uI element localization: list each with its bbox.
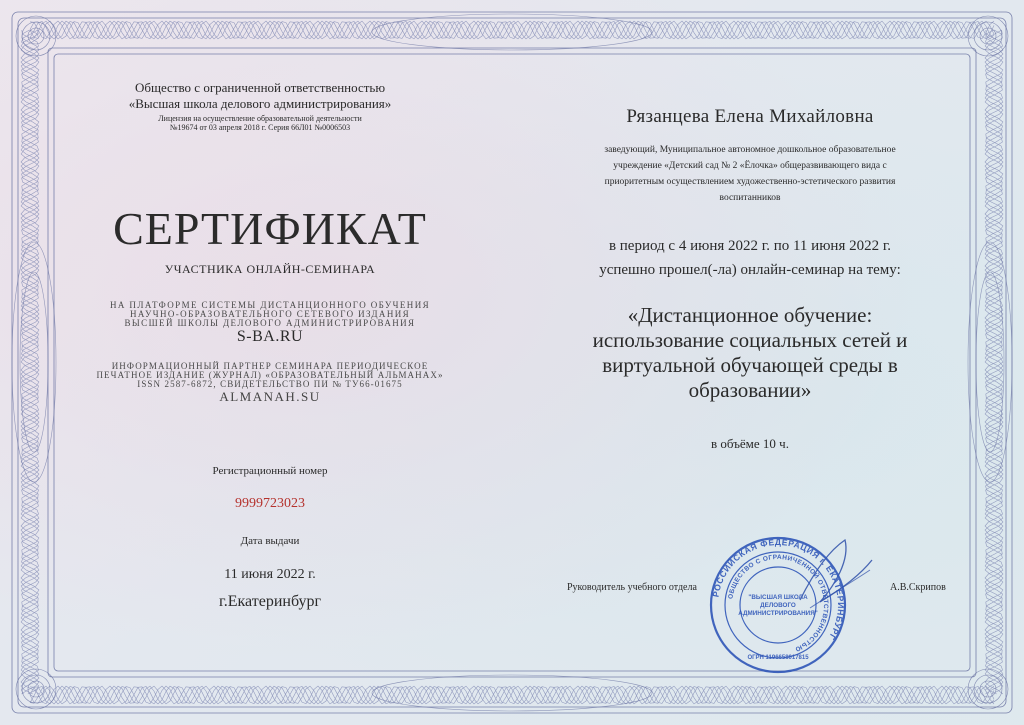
participant-position-line-4: воспитанников xyxy=(719,193,781,203)
seminar-status: успешно прошел(-ла) онлайн-семинар на тему: xyxy=(599,262,901,278)
certificate-title: СЕРТИФИКАТ xyxy=(113,203,427,254)
guilloche-wave xyxy=(30,686,994,704)
svg-text:ДЕЛОВОГО: ДЕЛОВОГО xyxy=(760,602,796,609)
participant-name: Рязанцева Елена Михайловна xyxy=(626,106,874,127)
guilloche-wave xyxy=(985,30,1003,694)
seminar-topic-line-2: использование социальных сетей и xyxy=(592,328,908,352)
issue-date-label: Дата выдачи xyxy=(240,535,300,547)
guilloche-wave xyxy=(30,686,994,704)
platform-line-2: НАУЧНО-ОБРАЗОВАТЕЛЬНОГО СЕТЕВОГО ИЗДАНИЯ xyxy=(129,309,411,319)
platform-site: S-BA.RU xyxy=(236,328,304,345)
license-line-2: №19674 от 03 апреля 2018 г. Серия 66Л01 №0006503 xyxy=(169,123,351,132)
guilloche-wave xyxy=(21,30,39,694)
seminar-period: в период с 4 июня 2022 г. по 11 июня 2022 г. xyxy=(608,238,892,254)
certificate-subtitle: УЧАСТНИКА ОНЛАЙН-СЕМИНАРА xyxy=(164,262,376,276)
seminar-topic-line-3: виртуальной обучающей среды в xyxy=(602,353,898,377)
participant-position-line-1: заведующий, Муниципальное автономное дошкольное образовательное xyxy=(604,145,896,155)
registration-number: 9999723023 xyxy=(235,496,305,511)
organization-line-2: «Высшая школа делового администрирования» xyxy=(128,96,392,111)
info-partner-line-1: ИНФОРМАЦИОННЫЙ ПАРТНЕР СЕМИНАРА ПЕРИОДИЧЕСКОЕ xyxy=(111,361,429,371)
info-partner-site: ALMANAH.SU xyxy=(219,389,321,404)
info-partner-line-2: ПЕЧАТНОЕ ИЗДАНИЕ (ЖУРНАЛ) «ОБРАЗОВАТЕЛЬНЫЙ АЛЬМАНАХ» xyxy=(96,370,444,380)
license-line-1: Лицензия на осуществление образовательной деятельности xyxy=(158,114,362,123)
platform-line-3: ВЫСШЕЙ ШКОЛЫ ДЕЛОВОГО АДМИНИСТРИРОВАНИЯ xyxy=(124,318,416,328)
seminar-topic-line-4: образовании» xyxy=(688,378,812,402)
info-partner-line-3: ISSN 2587-6872, СВИДЕТЕЛЬСТВО ПИ № ТУ66-01675 xyxy=(137,379,403,389)
svg-text:АДМИНИСТРИРОВАНИЯ": АДМИНИСТРИРОВАНИЯ" xyxy=(738,610,818,617)
guilloche-wave xyxy=(30,21,994,39)
svg-text:ОБЩЕСТВО С ОГРАНИЧЕННОЙ ОТВЕТС: ОБЩЕСТВО С ОГРАНИЧЕННОЙ ОТВЕТСТВЕННОСТЬЮ xyxy=(727,553,830,653)
registration-label: Регистрационный номер xyxy=(212,465,328,477)
issue-date: 11 июня 2022 г. xyxy=(224,567,316,582)
official-seal xyxy=(708,535,848,675)
guilloche-wave xyxy=(30,21,994,39)
seminar-volume: в объёме 10 ч. xyxy=(711,436,789,451)
svg-text:РОССИЙСКАЯ ФЕДЕРАЦИЯ г. ЕКАТЕР: РОССИЙСКАЯ ФЕДЕРАЦИЯ г. ЕКАТЕРИНБУРГ xyxy=(710,536,847,642)
guilloche-wave xyxy=(30,21,994,39)
issue-city: г.Екатеринбург xyxy=(218,593,322,610)
organization-line-1: Общество с ограниченной ответственностью xyxy=(134,80,386,95)
signature-label: Руководитель учебного отдела xyxy=(567,582,697,593)
participant-position-line-2: учреждение «Детский сад № 2 «Ёлочка» общеразвивающего вида с xyxy=(613,161,887,171)
guilloche-wave xyxy=(30,21,994,39)
guilloche-wave xyxy=(30,686,994,704)
svg-text:ОГРН 1196658017815: ОГРН 1196658017815 xyxy=(747,655,809,661)
seminar-topic-line-1: «Дистанционное обучение: xyxy=(627,303,873,327)
guilloche-wave xyxy=(30,686,994,704)
participant-position-line-3: приоритетным осуществлением художественно-эстетического развития xyxy=(604,177,896,187)
platform-line-1: НА ПЛАТФОРМЕ СИСТЕМЫ ДИСТАНЦИОННОГО ОБУЧЕНИЯ xyxy=(109,300,431,310)
signer-name: А.В.Скрипов xyxy=(890,582,946,593)
svg-text:"ВЫСШАЯ ШКОЛА: "ВЫСШАЯ ШКОЛА xyxy=(748,594,808,601)
